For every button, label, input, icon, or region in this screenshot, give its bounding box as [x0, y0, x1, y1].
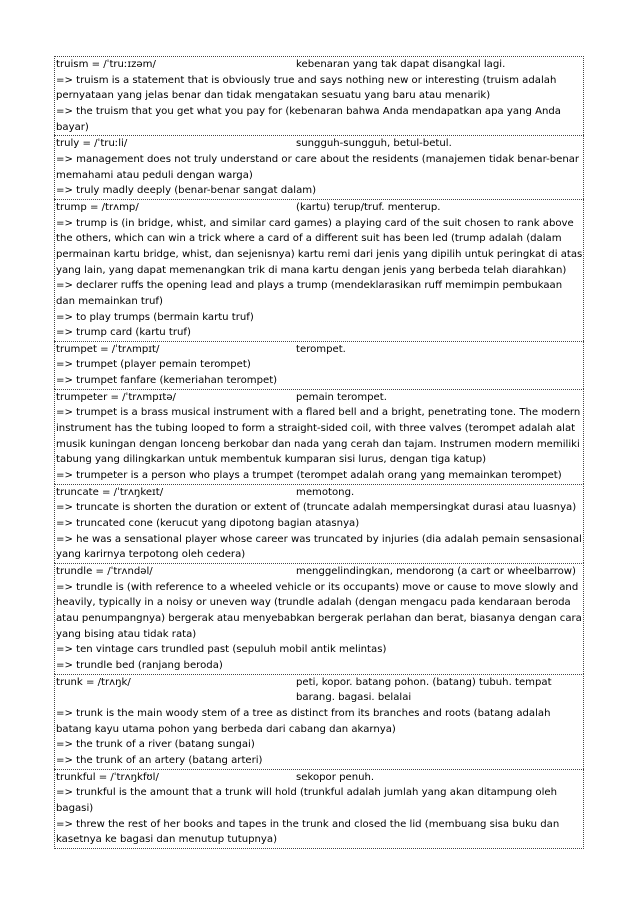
entry-translation: peti, kopor. batang pohon. (batang) tubuh. tempat barang. bagasi. belalai [296, 676, 552, 704]
entry-translation: menggelindingkan, mendorong (a cart or wheelbarrow) [296, 566, 576, 577]
entry-example-line: => ten vintage cars trundled past (sepuluh mobil antik melintas) [56, 644, 387, 656]
entry-translation: memotong. [296, 486, 355, 498]
entry-translation: sekopor penuh. [296, 771, 375, 783]
dictionary-entry [54, 135, 584, 199]
entry-translation: kebenaran yang tak dapat disangkal lagi. [296, 59, 506, 70]
entry-example-line: => truly madly deeply (benar-benar sangat dalam) [56, 185, 317, 197]
entry-headword: truly = /ˈtruːli/ [56, 138, 128, 150]
entry-headword: truncate = /ˈtrʌŋkeɪt/ [56, 486, 164, 498]
entry-example-line: => trundle is (with reference to a wheeled vehicle or its occupants) move or cause to move slowly and heavily, typically in a noisy or uneven way (trundle adalah (dengan mengacu pada kendaraan beroda atau penumpangnya) bergerak atau menyebabkan bergerak perlahan dan berat, biasanya dengan cara yang bising atau tidak rata) [56, 581, 582, 640]
entry-headword: trunk = /trʌŋk/ [56, 676, 131, 688]
entry-header [56, 57, 583, 73]
entry-headword: trundle = /ˈtrʌndəl/ [56, 566, 153, 577]
entry-example-line: => he was a sensational player whose career was truncated by injuries (dia adalah pemain sensasional yang karirnya terpotong oleh cedera) [56, 533, 582, 561]
dictionary-page [54, 56, 584, 849]
entry-translation: pemain terompet. [296, 391, 387, 403]
entry-headword: trunkful = /ˈtrʌŋkfʊl/ [56, 771, 159, 783]
dictionary-entry [54, 56, 584, 135]
entry-example-line: => trunk is the main woody stem of a tree as distinct from its branches and roots (batang adalah batang kayu utama pohon yang berbeda dari cabang dan akarnya) [56, 707, 551, 735]
dictionary-entry [54, 769, 584, 849]
entry-example-line: => trumpet fanfare (kemeriahan terompet) [56, 375, 278, 387]
entry-example-line: => truncate is shorten the duration or extent of (truncate adalah mempersingkat durasi atau luasnya) [56, 502, 577, 514]
entry-example-line: => trumpet is a brass musical instrument with a flared bell and a bright, penetrating tone. The modern instrument has the tubing looped to form a straight-sided coil, with three valves (terompet adalah alat musik kuningan dengan lonceng berkobar dan nada yang cerah dan tajam. Instrumen modern memiliki tabung yang dilingkarkan untuk membentuk kumparan sisi lurus, dengan tiga katup) [56, 407, 581, 466]
entry-header [56, 342, 583, 358]
dictionary-entry [54, 389, 584, 484]
entry-header [56, 200, 583, 216]
entry-header [56, 390, 583, 406]
entry-example-line: => trump is (in bridge, whist, and similar card games) a playing card of the suit chosen to rank above the others, which can win a trick where a card of a different suit has been led (trump adalah (dalam permainan kartu bridge, whist, dan sejenisnya) kartu remi dari jenis yang dipilih untuk peringkat di atas yang lain, yang dapat memenangkan trik di mana kartu dengan jenis yang berbeda telah diarahkan) [56, 217, 583, 276]
entry-example-line: => truncated cone (kerucut yang dipotong bagian atasnya) [56, 518, 360, 530]
entry-translation: (kartu) terup/truf. menterup. [296, 201, 441, 213]
dictionary-entry [54, 563, 584, 674]
entry-header [56, 485, 583, 501]
entry-header [56, 675, 583, 706]
dictionary-entry [54, 674, 584, 769]
entry-example-line: => to play trumps (bermain kartu truf) [56, 311, 254, 323]
entry-example-line: => trump card (kartu truf) [56, 327, 191, 339]
entry-example-line: => trumpet (player pemain terompet) [56, 359, 251, 371]
dictionary-entry [54, 484, 584, 563]
entry-headword: truism = /ˈtruːɪzəm/ [56, 59, 156, 70]
entry-translation: terompet. [296, 343, 346, 355]
entry-example-line: => the trunk of a river (batang sungai) [56, 739, 255, 751]
entry-header [56, 136, 583, 152]
dictionary-entry [54, 341, 584, 389]
dictionary-entry [54, 199, 584, 341]
entry-headword: trumpeter = /ˈtrʌmpɪtə/ [56, 391, 176, 403]
entry-example-line: => threw the rest of her books and tapes in the trunk and closed the lid (membuang sisa buku dan kasetnya ke bagasi dan menutup tutupnya) [56, 818, 560, 846]
entry-translation: sungguh-sungguh, betul-betul. [296, 138, 452, 150]
entry-header [56, 564, 583, 580]
entry-headword: trump = /trʌmp/ [56, 201, 139, 213]
entry-header [56, 770, 583, 786]
entry-example-line: => the trunk of an artery (batang arteri) [56, 754, 263, 766]
entry-example-line: => management does not truly understand or care about the residents (manajemen tidak benar-benar memahami atau peduli dengan warga) [56, 153, 580, 181]
entry-example-line: => truism is a statement that is obviously true and says nothing new or interesting (truism adalah pernyataan yang jelas benar dan tidak mengatakan sesuatu yang baru atau menarik) [56, 74, 557, 102]
entry-example-line: => the truism that you get what you pay for (kebenaran bahwa Anda mendapatkan apa yang Anda bayar) [56, 105, 561, 133]
entry-example-line: => trunkful is the amount that a trunk will hold (trunkful adalah jumlah yang akan ditampung oleh bagasi) [56, 787, 558, 814]
entry-example-line: => trundle bed (ranjang beroda) [56, 659, 223, 671]
entry-example-line: => declarer ruffs the opening lead and plays a trump (mendeklarasikan ruff memimpin pembukaan dan memainkan truf) [56, 280, 563, 307]
entry-example-line: => trumpeter is a person who plays a trumpet (terompet adalah orang yang memainkan terompet) [56, 470, 562, 482]
entry-headword: trumpet = /ˈtrʌmpɪt/ [56, 343, 160, 355]
